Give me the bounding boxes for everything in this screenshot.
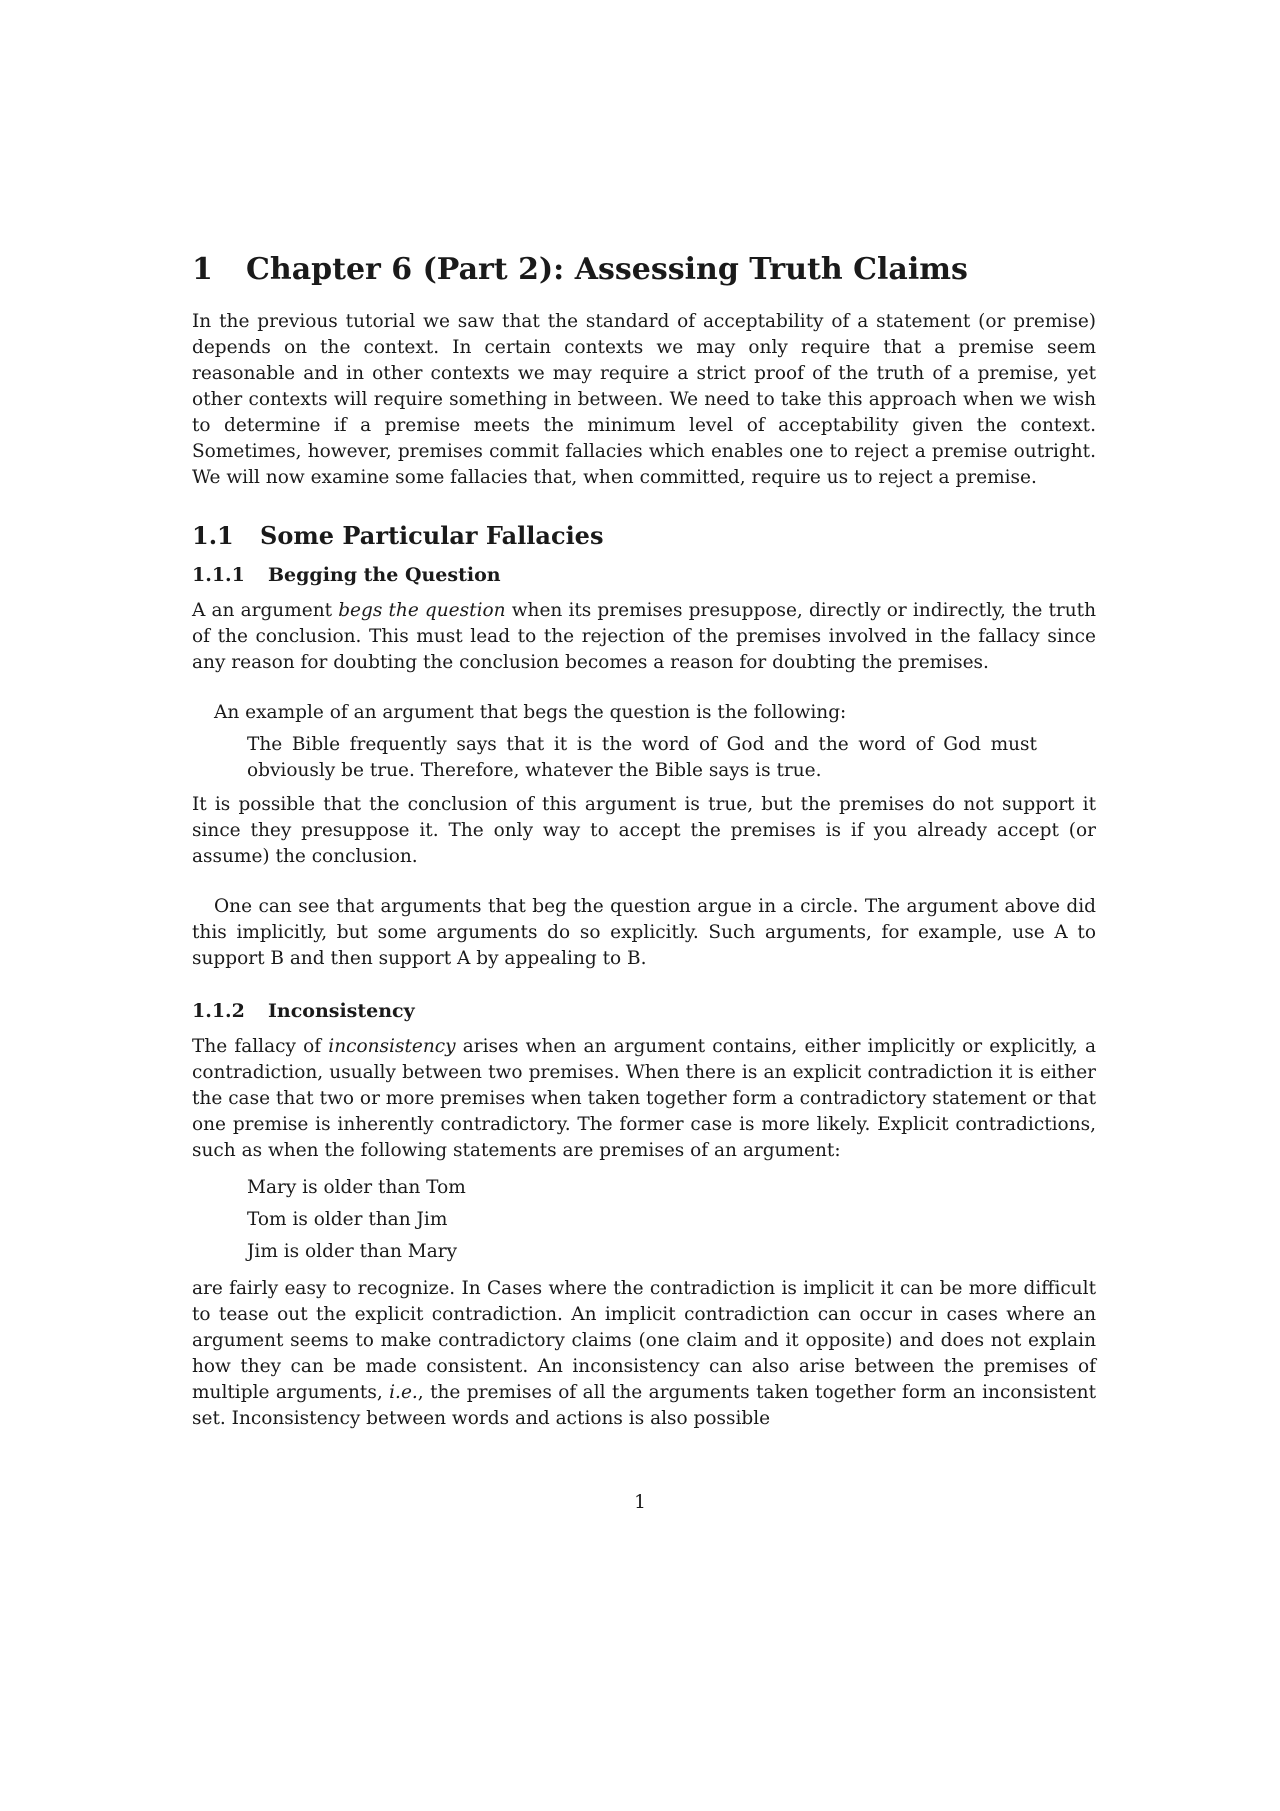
begging-p1-end: when its premises presuppose, directly or indirectly, the truth of the conclusion. This must lead to the rejection of the premises involved in the fallacy since any reason for doubting the conclusion becomes a reason for doubting the premises.	[192, 600, 1097, 673]
begging-p1-start: A an argument	[192, 600, 339, 621]
inconsistency-heading	[192, 1000, 1096, 1022]
subsection-number: 1.1	[192, 521, 234, 550]
subsection-heading	[192, 521, 1096, 550]
begging-quote: The Bible frequently says that it is the word of God and the word of God must obviously be true. Therefore, whatever the Bible says is true.	[247, 734, 1037, 781]
intro-paragraph: In the previous tutorial we saw that the standard of acceptability of a statement (or premise) depends on the context. In certain contexts we may only require that a premise seem reasonable and in other contexts we may require a strict proof of the truth of a premise, yet other contexts will require something in between. We need to take this approach when we wish to determine if a premise meets the minimum level of acceptability given the context. Sometimes, however, premises commit fallacies which enables one to reject a premise outright. We will now examine some fallacies that, when committed, require us to reject a premise.	[192, 311, 1096, 488]
begging-paragraph-3: It is possible that the conclusion of this argument is true, but the premises do not support it since they presuppose it. The only way to accept the premises is if you already accept (or assume) the conclusion.	[192, 794, 1096, 867]
section-number: 1	[192, 252, 213, 287]
begging-heading	[192, 564, 1096, 586]
begging-paragraph-2: An example of an argument that begs the question is the following:	[214, 702, 847, 723]
statement-list	[247, 1172, 1096, 1268]
inconsistency-p2-end: , the premises of all the arguments taken together form an inconsistent set. Inconsistency between words and actions is also possible	[192, 1382, 1096, 1429]
inconsistency-number: 1.1.2	[192, 1000, 245, 1022]
inconsistency-p2-start: are fairly easy to recognize. In Cases where the contradiction is implicit it can be more difficult to tease out the explicit contradiction. An implicit contradiction can occur in cases where an argument seems to make contradictory claims (one claim and it opposite) and does not explain how they can be made consistent. An inconsistency can also arise between the premises of multiple arguments,	[192, 1278, 1096, 1403]
page-number: 1	[634, 1492, 646, 1513]
begging-paragraph-4: One can see that arguments that beg the question argue in a circle. The argument above did this implicitly, but some arguments do so explicitly. Such arguments, for example, use A to support B and then support A by appealing to B.	[192, 896, 1096, 969]
inconsistency-ie: i.e.	[389, 1382, 418, 1403]
document-page	[192, 252, 1096, 1432]
inconsistency-title: Inconsistency	[268, 1000, 415, 1022]
section-title: Chapter 6 (Part 2): Assessing Truth Claims	[246, 252, 968, 287]
inconsistency-paragraph-1	[192, 1034, 1096, 1164]
statement-item: Tom is older than Jim	[247, 1209, 448, 1230]
section-heading	[192, 252, 1096, 287]
begging-title: Begging the Question	[268, 564, 501, 586]
begging-paragraph-1	[192, 598, 1096, 676]
begging-term: begs the question	[338, 600, 506, 621]
inconsistency-paragraph-2	[192, 1276, 1096, 1432]
statement-item: Jim is older than Mary	[247, 1241, 458, 1262]
subsection-title: Some Particular Fallacies	[260, 521, 604, 550]
inconsistency-p1-end: arises when an argument contains, either implicitly or explicitly, a contradiction, usually between two premises. When there is an explicit contradiction it is either the case that two or more premises when taken together form a contradictory statement or that one premise is inherently contradictory. The former case is more likely. Explicit contradictions, such as when the following statements are premises of an argument:	[192, 1036, 1097, 1161]
begging-number: 1.1.1	[192, 564, 245, 586]
statement-item: Mary is older than Tom	[247, 1177, 466, 1198]
inconsistency-term: inconsistency	[328, 1036, 456, 1057]
inconsistency-p1-start: The fallacy of	[192, 1036, 329, 1057]
